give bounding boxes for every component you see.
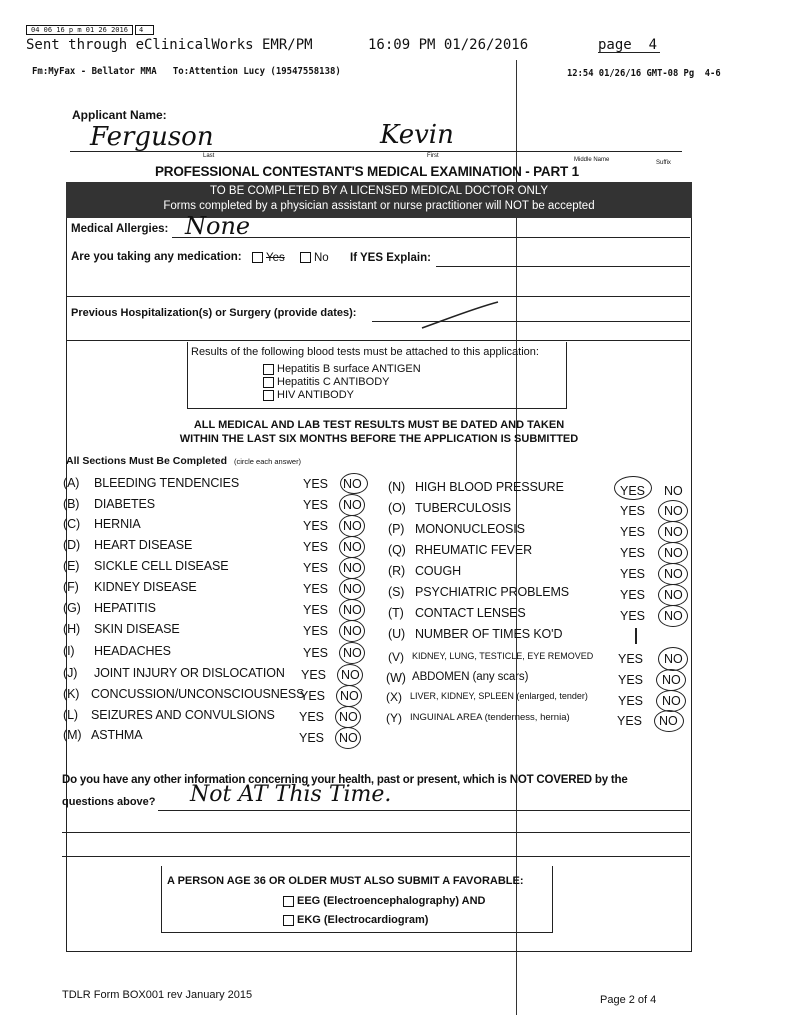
medication-no-label: No (314, 252, 329, 264)
form-title: PROFESSIONAL CONTESTANT'S MEDICAL EXAMINATION - PART 1 (155, 164, 579, 179)
answer-x-yes[interactable]: YES (618, 694, 644, 708)
circle-y-no (654, 710, 684, 732)
question-s-code: (S) (388, 585, 405, 599)
fax-sent-page: page 4 (598, 37, 658, 53)
answer-s-yes[interactable]: YES (620, 588, 646, 602)
question-g-code: (G) (63, 601, 81, 615)
fax-stamp (26, 26, 154, 34)
applicant-first-name: Kevin (380, 120, 454, 150)
question-r-code: (R) (388, 564, 406, 578)
answer-e-no[interactable]: NO (343, 561, 362, 575)
answer-r-yes[interactable]: YES (620, 567, 646, 581)
answer-k-yes[interactable]: YES (300, 689, 326, 703)
circle-a-no (340, 473, 368, 494)
question-s-label: PSYCHIATRIC PROBLEMS (415, 585, 570, 599)
answer-o-yes[interactable]: YES (620, 504, 646, 518)
fax-stamp-number: 4 (135, 25, 154, 35)
fax-sent-time: 16:09 PM 01/26/2016 (368, 37, 529, 53)
hospitalization-slash-mark (420, 300, 500, 330)
question-b-code: (B) (63, 497, 80, 511)
other-info-answer: Not AT This Time. (190, 782, 392, 807)
blood-test-hiv-checkbox[interactable] (263, 390, 274, 401)
question-h-code: (H) (63, 622, 81, 636)
blood-test-hep-b-checkbox[interactable] (263, 364, 274, 375)
question-p-label: MONONUCLEOSIS (415, 522, 525, 536)
blood-test-hep-c-checkbox[interactable] (263, 377, 274, 388)
question-y-label: INGUINAL AREA (tenderness, hernia) (410, 712, 570, 723)
sections-note: (circle each answer) (233, 457, 302, 466)
circle-g-no (339, 599, 365, 621)
question-o-code: (O) (388, 501, 406, 515)
allergies-value: None (185, 212, 251, 240)
question-f-code: (F) (63, 580, 79, 594)
fax-sent-line: Sent through eClinicalWorks EMR/PM (26, 37, 313, 53)
blood-test-hep-b[interactable] (263, 363, 421, 376)
circle-r-no (658, 563, 688, 585)
answer-t-no[interactable]: NO (664, 609, 683, 623)
circle-j-no (337, 664, 363, 686)
answer-p-yes[interactable]: YES (620, 525, 646, 539)
fax-page-underline (598, 52, 660, 53)
answer-y-no[interactable]: NO (659, 714, 678, 728)
answer-k-no[interactable]: NO (340, 689, 359, 703)
other-info-line-2 (62, 832, 690, 833)
blood-test-hiv-label: HIV ANTIBODY (277, 389, 355, 401)
fax-received-line: 12:54 01/26/16 GMT-08 Pg 4-6 (567, 68, 721, 79)
circle-m-no (335, 727, 361, 749)
dated-notice-line-2: WITHIN THE LAST SIX MONTHS BEFORE THE APPLICATION IS SUBMITTED (179, 433, 579, 445)
allergies-line (172, 237, 690, 238)
circle-x-no (656, 690, 686, 712)
circle-b-no (339, 494, 365, 516)
medication-explain-line (436, 266, 690, 267)
answer-m-no[interactable]: NO (339, 731, 358, 745)
allergies-label: Medical Allergies: (71, 223, 169, 235)
dated-notice-line-1: ALL MEDICAL AND LAB TEST RESULTS MUST BE DATED AND TAKEN (193, 419, 565, 431)
answer-y-yes[interactable]: YES (617, 714, 643, 728)
col-suffix: Suffix (656, 160, 671, 166)
circle-k-no (336, 685, 362, 707)
question-e-label: SICKLE CELL DISEASE (94, 559, 229, 573)
medication-no-option[interactable] (300, 252, 329, 264)
blood-tests-list (263, 363, 421, 402)
eeg-checkbox[interactable] (283, 896, 294, 907)
circle-s-no (658, 584, 688, 606)
answer-b-no[interactable]: NO (343, 498, 362, 512)
question-l-code: (L) (63, 708, 78, 722)
ekg-label: EKG (Electrocardiogram) (297, 914, 429, 926)
question-y-code: (Y) (386, 711, 402, 725)
answer-v-yes[interactable]: YES (618, 652, 644, 666)
question-j-label: JOINT INJURY OR DISLOCATION (94, 666, 285, 680)
question-v-label: KIDNEY, LUNG, TESTICLE, EYE REMOVED (412, 651, 594, 661)
sections-label: All Sections Must Be Completed (66, 455, 228, 467)
answer-j-yes[interactable]: YES (301, 668, 327, 682)
ekg-option[interactable] (283, 914, 428, 926)
answer-w-no[interactable]: NO (662, 673, 681, 687)
applicant-name-line (70, 151, 682, 152)
circle-h-no (339, 620, 365, 642)
answer-p-no[interactable]: NO (664, 525, 683, 539)
other-info-line-1 (158, 810, 690, 811)
medication-yes-label: Yes (266, 252, 285, 264)
circle-w-no (656, 669, 686, 691)
answer-n-yes[interactable]: YES (620, 484, 646, 498)
answer-h-yes[interactable]: YES (303, 624, 329, 638)
answer-a-no[interactable]: NO (343, 477, 362, 491)
col-middle: Middle Name (574, 157, 610, 163)
answer-x-no[interactable]: NO (662, 694, 681, 708)
answer-t-yes[interactable]: YES (620, 609, 646, 623)
other-info-question: Do you have any other information concerning your health, past or present, which is NOT COVERED by the (62, 774, 628, 786)
question-n-label: HIGH BLOOD PRESSURE (415, 480, 564, 494)
question-g-label: HEPATITIS (94, 601, 156, 615)
question-p-code: (P) (388, 522, 405, 536)
eeg-label: EEG (Electroencephalography) AND (297, 895, 486, 907)
answer-s-no[interactable]: NO (664, 588, 683, 602)
answer-l-no[interactable]: NO (339, 710, 358, 724)
medication-explain-label: If YES Explain: (350, 252, 431, 264)
question-t-code: (T) (388, 606, 404, 620)
answer-i-yes[interactable]: YES (303, 646, 329, 660)
form-footer-id: TDLR Form BOX001 rev January 2015 (62, 989, 253, 1001)
answer-a-yes[interactable]: YES (303, 477, 329, 491)
question-a-label: BLEEDING TENDENCIES (94, 476, 240, 490)
circle-f-no (339, 578, 365, 600)
ekg-checkbox[interactable] (283, 915, 294, 926)
question-x-label: LIVER, KIDNEY, SPLEEN (enlarged, tender) (410, 691, 588, 701)
answer-q-no[interactable]: NO (664, 546, 683, 560)
answer-j-no[interactable]: NO (341, 668, 360, 682)
question-u-code: (U) (388, 627, 406, 641)
medication-yes-checkbox[interactable] (252, 252, 263, 263)
answer-v-no[interactable]: NO (664, 652, 683, 666)
question-b-label: DIABETES (94, 497, 156, 511)
answer-w-yes[interactable]: YES (618, 673, 644, 687)
circle-t-no (658, 605, 688, 627)
circle-d-no (339, 536, 365, 558)
dated-notice (66, 418, 692, 446)
col-last: Last (203, 153, 215, 159)
question-a (63, 476, 79, 490)
medication-label: Are you taking any medication: (71, 251, 242, 263)
question-c-label: HERNIA (94, 517, 141, 531)
answer-c-yes[interactable]: YES (303, 519, 329, 533)
circle-v-no (658, 647, 688, 671)
question-w-code: (W) (386, 671, 406, 685)
hospitalization-bottom-line (66, 340, 690, 341)
medication-yes-option[interactable] (252, 252, 285, 264)
other-info-question-2: questions above? (62, 796, 156, 808)
applicant-last-name: Ferguson (90, 122, 214, 152)
applicant-name-label: Applicant Name: (72, 108, 167, 122)
question-t-label: CONTACT LENSES (415, 606, 526, 620)
question-m-code: (M) (63, 728, 82, 742)
blood-test-hiv[interactable] (263, 389, 421, 402)
answer-f-yes[interactable]: YES (303, 582, 329, 596)
answer-d-yes[interactable]: YES (303, 540, 329, 554)
form-footer-page: Page 2 of 4 (600, 994, 657, 1006)
blood-test-hep-c-label: Hepatitis C ANTIBODY (277, 376, 390, 388)
question-c-code: (C) (63, 517, 81, 531)
answer-o-no[interactable]: NO (664, 504, 683, 518)
fax-stamp-date: 04 06 16 p m 01 26 2016 (26, 25, 133, 35)
question-k-code: (K) (63, 687, 80, 701)
question-d-label: HEART DISEASE (94, 538, 193, 552)
question-x-code: (X) (386, 690, 402, 704)
blood-tests-title: Results of the following blood tests must be attached to this application: (191, 346, 539, 358)
question-a-code: (A) (63, 476, 80, 490)
blood-test-hep-b-label: Hepatitis B surface ANTIGEN (277, 363, 421, 375)
eeg-option[interactable] (283, 895, 485, 907)
banner-line-1: TO BE COMPLETED BY A LICENSED MEDICAL DOCTOR ONLY (209, 185, 549, 197)
answer-f-no[interactable]: NO (343, 582, 362, 596)
question-l-label: SEIZURES AND CONVULSIONS (91, 708, 275, 722)
col-first: First (427, 153, 439, 159)
answer-l-yes[interactable]: YES (299, 710, 325, 724)
circle-o-no (658, 500, 688, 522)
blood-test-hep-c[interactable] (263, 376, 421, 389)
question-d-code: (D) (63, 538, 81, 552)
question-m-label: ASTHMA (91, 728, 143, 742)
answer-d-no[interactable]: NO (343, 540, 362, 554)
circle-c-no (339, 515, 365, 537)
circle-e-no (339, 557, 365, 579)
question-i-code: (I) (63, 644, 75, 658)
medication-extra-line (66, 296, 690, 297)
question-e-code: (E) (63, 559, 80, 573)
medication-no-checkbox[interactable] (300, 252, 311, 263)
circle-n-yes (614, 476, 652, 500)
answer-i-no[interactable]: NO (343, 646, 362, 660)
answer-u-tally-mark (635, 628, 637, 644)
answer-e-yes[interactable]: YES (303, 561, 329, 575)
answer-b-yes[interactable]: YES (303, 498, 329, 512)
banner-line-2: Forms completed by a physician assistant or nurse practitioner will NOT be accepted (163, 200, 595, 212)
answer-q-yes[interactable]: YES (620, 546, 646, 560)
answer-h-no[interactable]: NO (343, 624, 362, 638)
question-r-label: COUGH (415, 564, 462, 578)
answer-n-no[interactable]: NO (664, 484, 683, 498)
question-h-label: SKIN DISEASE (94, 622, 180, 636)
answer-g-yes[interactable]: YES (303, 603, 329, 617)
circle-i-no (339, 642, 365, 664)
form-banner (66, 182, 692, 218)
answer-m-yes[interactable]: YES (299, 731, 325, 745)
question-f-label: KIDNEY DISEASE (94, 580, 197, 594)
question-v-code: (V) (388, 650, 404, 664)
question-w-label: ABDOMEN (any scars) (412, 671, 529, 683)
fax-from-line: Fm:MyFax - Bellator MMA To:Attention Lucy (19547558138) (32, 66, 341, 77)
other-info-line-3 (62, 856, 690, 857)
answer-g-no[interactable]: NO (343, 603, 362, 617)
age-requirement-title: A PERSON AGE 36 OR OLDER MUST ALSO SUBMIT A FAVORABLE: (167, 875, 524, 887)
circle-p-no (658, 521, 688, 543)
question-q-label: RHEUMATIC FEVER (415, 543, 533, 557)
circle-l-no (335, 706, 361, 728)
circle-q-no (658, 542, 688, 564)
question-q-code: (Q) (388, 543, 406, 557)
question-u-label: NUMBER OF TIMES KO'D (415, 627, 563, 641)
question-n-code: (N) (388, 480, 406, 494)
question-j-code: (J) (63, 666, 78, 680)
hospitalization-label: Previous Hospitalization(s) or Surgery (provide dates): (71, 307, 357, 319)
question-o-label: TUBERCULOSIS (415, 501, 512, 515)
answer-c-no[interactable]: NO (343, 519, 362, 533)
answer-r-no[interactable]: NO (664, 567, 683, 581)
question-i-label: HEADACHES (94, 644, 171, 658)
question-k-label: CONCUSSION/UNCONSCIOUSNESS (91, 687, 305, 701)
sections-label-wrap (66, 455, 301, 467)
